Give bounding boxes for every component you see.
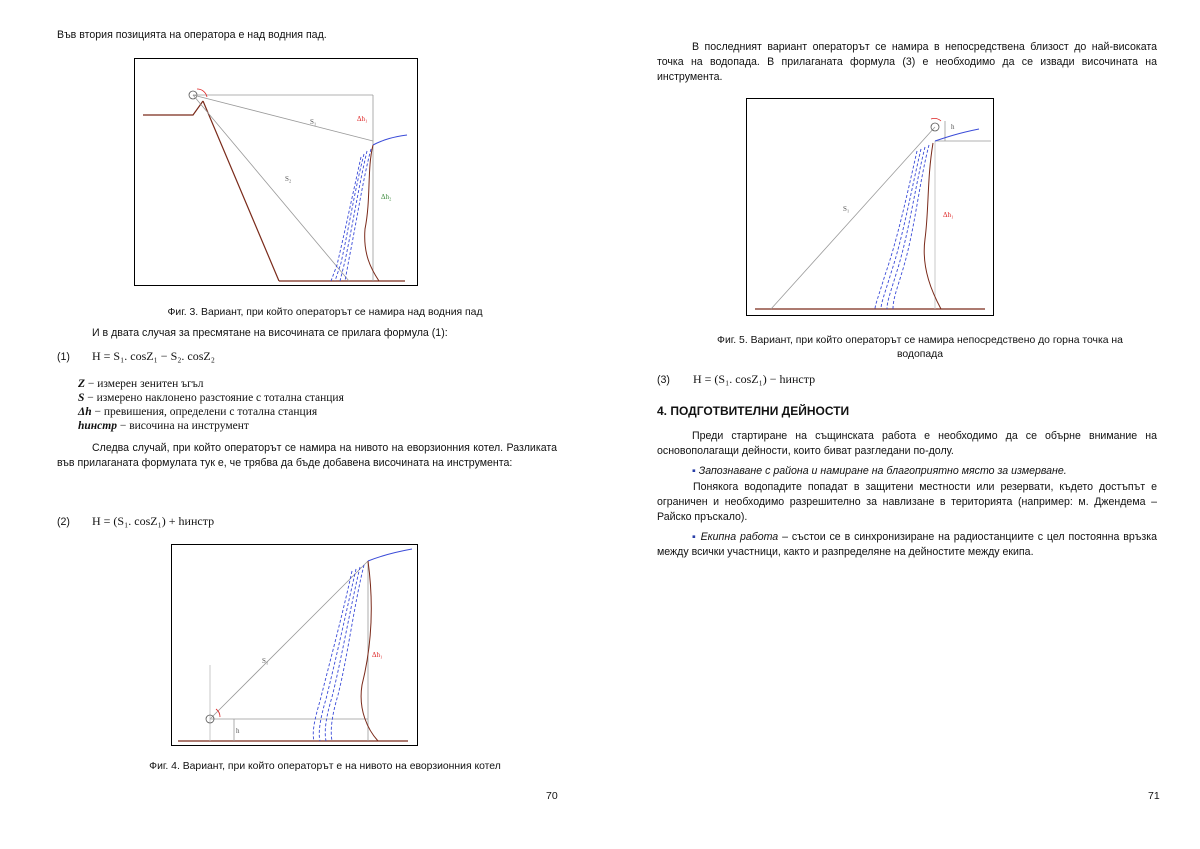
fig5-waterfall-1 [893,145,929,309]
eq1-number: (1) [57,351,70,363]
legend-list [78,377,344,433]
fig4-sight-line-s1 [210,561,368,719]
page-number-left: 70 [546,790,558,802]
figure-5 [746,98,994,316]
formula-intro-text: И в двата случая за пресмятане на височината се прилага формула (1): [92,327,448,339]
left-intro-text: Във втория позицията на оператора е над водния пад. [57,29,327,41]
fig3-waterfall-3 [335,154,364,281]
fig3-waterfall-2 [340,151,367,281]
legend-item-z: Z − измерен зенитен ъгъл [78,378,204,390]
fig3-cliff-slope [203,101,279,281]
fig3-water-stream [373,135,407,145]
fig5-caption-line1: Фиг. 5. Вариант, при който операторът се намира непосредствено до горна точка на [717,335,1123,346]
eq3-number: (3) [657,374,670,386]
legend-item-s: S − измерено наклонено разстояние с тотална станция [78,392,344,404]
right-intro-text: В последният вариант операторът се намира в непосредствена близост до най-високата точка на водопада. В прилаганата формула (3) е необходимо да се извади височината на инструмента. [657,41,1157,83]
fig3-sight-line-s2 [193,95,349,281]
figure-4 [171,544,418,746]
bullet-2-text: – състои се в синхронизиране на радиостанциите с цел постоянна връзка между всички участници, както и разпределяне на дейностите между екипа. [657,531,1157,558]
fig3-caption: Фиг. 3. Вариант, при който операторът се намира над водния пад [167,307,483,318]
fig3-label-dh2: Δh₂ [381,193,392,201]
eq1-formula: H = S₁. cosZ₁ − S₂. cosZ₂ [92,349,215,363]
page-number-right: 71 [1148,790,1160,802]
legend-item-dh: Δh − превишения, определени с тотална станция [78,406,318,418]
fig3-label-s2: S₂ [285,175,292,183]
figure-5-diagram [747,99,993,315]
right-page [600,0,1200,849]
fig3-label-s1: S₁ [310,118,317,126]
fig3-label-dh1: Δh₁ [357,115,368,123]
section-paragraph: Преди стартиране на същинската работа е необходимо да се обърне внимание на основополагащи дейности, които биват разгледани по-долу. [657,430,1157,457]
fig4-waterfall-3 [319,569,356,741]
fig4-zenith-arc [216,709,220,717]
fig3-zenith-arc [197,89,207,97]
fig5-rock-edge [924,143,941,309]
fig5-water-stream [935,129,979,141]
eq2-formula: H = (S₁. cosZ₁) + hинстр [92,514,215,528]
fig5-label-s1: S₁ [843,205,850,213]
fig4-caption: Фиг. 4. Вариант, при който операторът е на нивото на еворзионния котел [149,761,501,772]
fig5-zenith-arc [931,118,941,121]
fig4-label-dh1: Δh₁ [372,651,383,659]
bullet-2-paragraph [657,530,1157,560]
fig4-label-s1: S₁ [262,657,269,665]
bullet-2-title: Екипна работа [700,531,779,543]
left-para2: Следва случай, при който операторът се намира на нивото на еворзионния котел. Разликата във прилаганата формулата тук е, че трябва да бъде добавена височината на инструмента: [57,442,557,469]
bullet-1-title-row [692,464,1067,479]
fig5-caption [690,334,1150,362]
bullet-1-marker: ▪ [692,465,699,477]
figure-4-diagram [172,545,417,745]
fig5-waterfall-4 [875,151,917,309]
section-heading: 4. ПОДГОТВИТЕЛНИ ДЕЙНОСТИ [657,404,850,418]
fig5-waterfall-2 [887,147,925,309]
fig3-sight-line-s1 [193,95,373,141]
bullet-1-text: Понякога водопадите попадат в защитени местности или резервати, където достъпът е ограничен и необходимо разрешително за навлизане в територията (например: м. Джендема – Райско пръскало). [657,481,1157,523]
eq2-number: (2) [57,516,70,528]
fig5-label-h: h [951,123,955,131]
fig5-label-dh1: Δh₁ [943,211,954,219]
bullet-2-marker: ▪ [692,531,701,543]
figure-3 [134,58,418,286]
fig5-waterfall-3 [881,149,921,309]
fig5-caption-line2: водопада [896,349,944,360]
fig3-plateau [143,101,203,115]
legend-item-hinstr: hинстр − височина на инструмент [78,420,249,432]
figure-3-diagram [135,59,417,285]
fig4-water-stream [368,549,412,561]
fig4-waterfall-2 [325,567,360,741]
fig4-label-h: h [236,727,240,735]
bullet-1-title: Запознаване с района и намиране на благоприятно място за измерване. [698,465,1067,477]
eq3-formula: H = (S₁. cosZ₁) − hинстр [693,372,816,386]
